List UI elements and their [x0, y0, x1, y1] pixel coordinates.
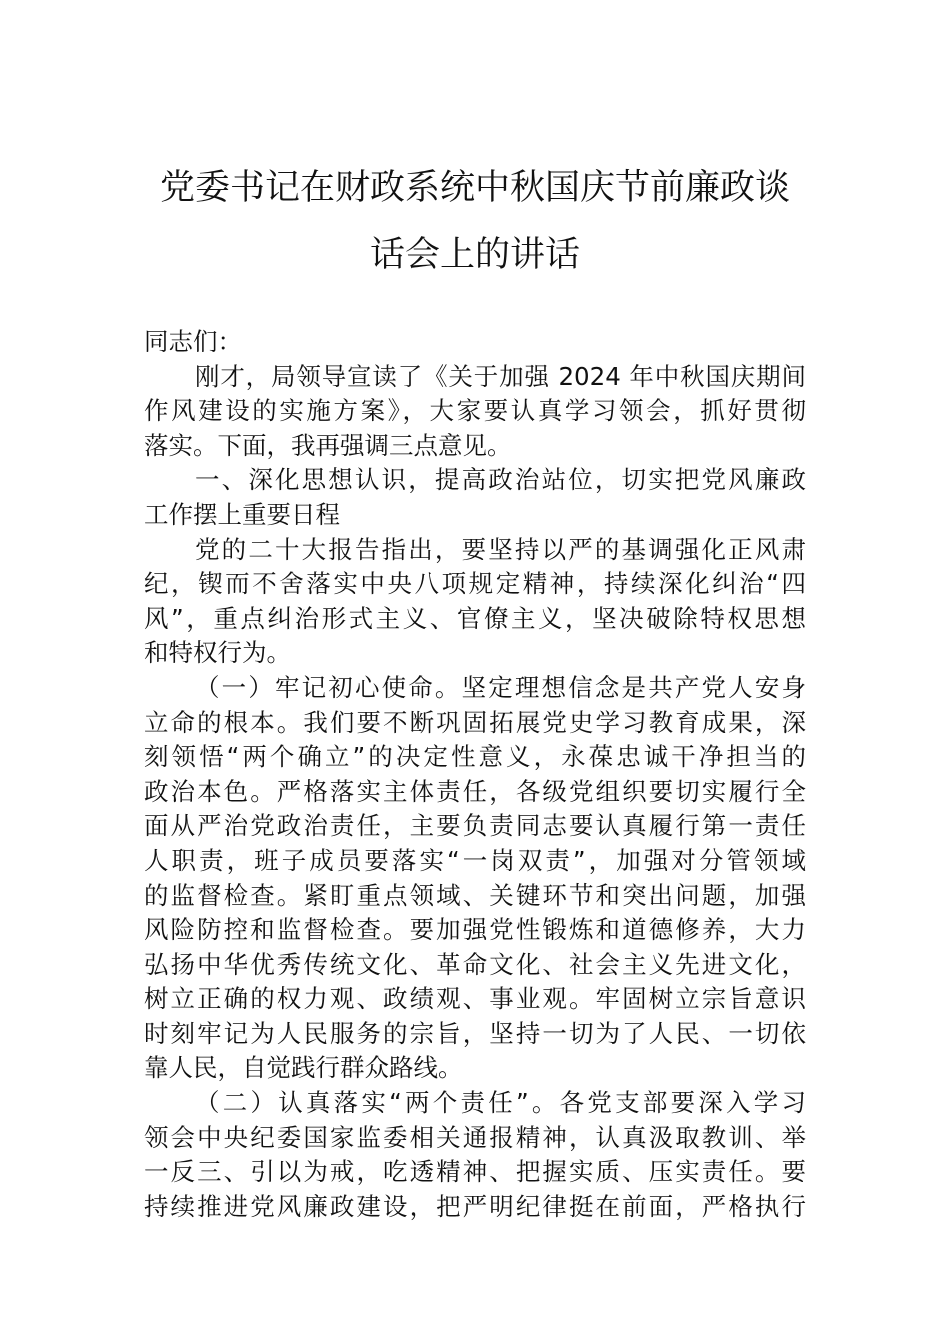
paragraph-line: 靠人民，自觉践行群众路线。	[144, 1053, 463, 1083]
paragraph-line: 刚才，局领导宣读了《关于加强 2024 年中秋国庆期间	[195, 361, 806, 391]
paragraph-line: 一反三、引以为戒，吃透精神、把握实质、压实责任。要	[144, 1157, 806, 1187]
paragraph-line: 人职责，班子成员要落实“一岗双责”，加强对分管领域	[144, 845, 806, 875]
paragraph-line: 的监督检查。紧盯重点领域、关键环节和突出问题，加强	[144, 880, 806, 910]
paragraph-line: 落实。下面，我再强调三点意见。	[144, 430, 512, 460]
paragraph-line: 树立正确的权力观、政绩观、事业观。牢固树立宗旨意识	[144, 984, 806, 1014]
paragraph-line: 立命的根本。我们要不断巩固拓展党史学习教育成果，深	[144, 707, 806, 737]
paragraph-line: 弘扬中华优秀传统文化、革命文化、社会主义先进文化，	[144, 949, 806, 979]
document-title-line-2: 话会上的讲话	[369, 235, 580, 275]
document-body	[144, 325, 806, 1224]
paragraph-line: （一）牢记初心使命。坚定理想信念是共产党人安身	[195, 672, 806, 702]
paragraph-line: 作风建设的实施方案》，大家要认真学习领会，抓好贯彻	[144, 396, 806, 426]
paragraph-line: 持续推进党风廉政建设，把严明纪律挺在前面，严格执行	[144, 1191, 806, 1221]
paragraph-line: 领会中央纪委国家监委相关通报精神，认真汲取教训、举	[144, 1122, 806, 1152]
section-heading-line: 工作摆上重要日程	[144, 499, 340, 529]
paragraph-line: 风”，重点纠治形式主义、官僚主义，坚决破除特权思想	[144, 603, 806, 633]
section-heading-line: 一、深化思想认识，提高政治站位，切实把党风廉政	[195, 465, 806, 495]
paragraph-line: 时刻牢记为人民服务的宗旨，坚持一切为了人民、一切依	[144, 1018, 806, 1048]
document-title-line-1: 党委书记在财政系统中秋国庆节前廉政谈	[159, 168, 790, 208]
paragraph-line: 风险防控和监督检查。要加强党性锻炼和道德修养，大力	[144, 915, 806, 945]
paragraph-line: 刻领悟“两个确立”的决定性意义，永葆忠诚干净担当的	[144, 742, 806, 772]
paragraph-line: 纪，锲而不舍落实中央八项规定精神，持续深化纠治“四	[144, 569, 806, 599]
paragraph-line: 面从严治党政治责任，主要负责同志要认真履行第一责任	[144, 811, 806, 841]
paragraph-line: （二）认真落实“两个责任”。各党支部要深入学习	[195, 1088, 806, 1118]
salutation: 同志们：	[144, 327, 242, 356]
paragraph-line: 和特权行为。	[144, 638, 291, 668]
paragraph-line: 政治本色。严格落实主体责任，各级党组织要切实履行全	[144, 776, 806, 806]
paragraph-line: 党的二十大报告指出，要坚持以严的基调强化正风肃	[195, 534, 806, 564]
